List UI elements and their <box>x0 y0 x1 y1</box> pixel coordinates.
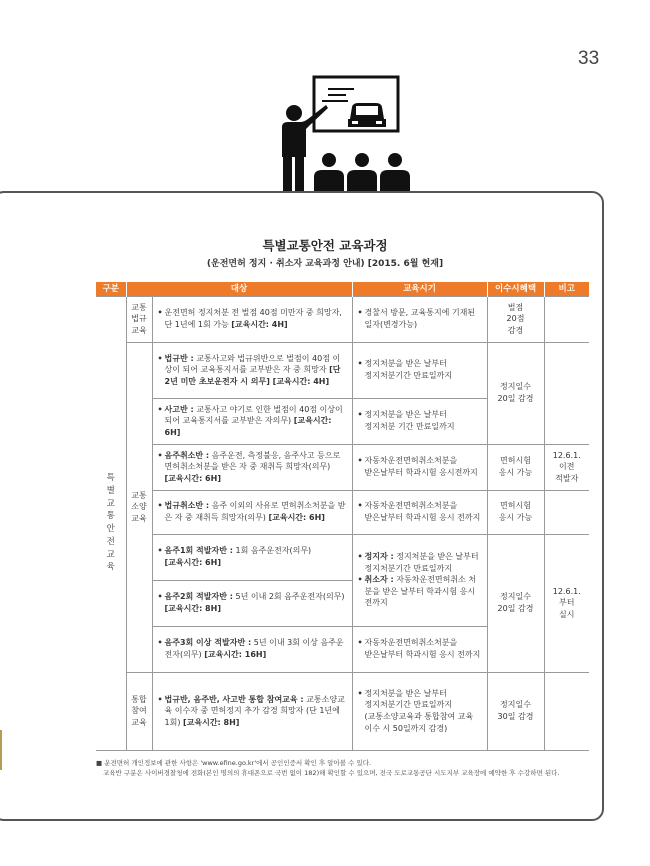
benefit-cell <box>487 672 544 750</box>
benefit-cell <box>487 490 544 534</box>
target-text: 교통사고와 법규위반으로 벌점이 40점 이상이 되어 교육통지서를 교부받은 자 중 희망자 <box>164 353 341 375</box>
education-hours: [교육시간: 6H] <box>164 416 332 437</box>
category-special-education <box>96 296 126 750</box>
target-text: 5년 이내 2회 음주운전자(의무) <box>232 592 345 602</box>
audience-icon <box>314 153 410 195</box>
header-target: 대상 <box>126 282 352 296</box>
benefit-text: 정지일수 20일 감경 <box>497 382 534 403</box>
note-cell <box>544 490 589 534</box>
subcategory-label: 통합 참여 교육 <box>131 694 147 727</box>
benefit-cell <box>487 534 544 672</box>
benefit-cell <box>487 342 544 444</box>
target-text: 교통소양교육 이수자 중 면허정지 추가 감경 희망자 (단 1년에 1회) <box>164 694 345 727</box>
page-number: 33 <box>578 48 600 69</box>
category-label: 특 별 교 통 안 전 교 육 <box>106 473 115 573</box>
period-label: 취소자 : <box>364 575 394 585</box>
table-row <box>96 444 589 490</box>
period-cell <box>352 296 487 342</box>
benefit-cell <box>487 296 544 342</box>
target-text: 5년 이내 3회 이상 음주운전자(의무) <box>164 638 344 659</box>
education-course-table <box>96 282 589 751</box>
period-cell <box>352 398 487 444</box>
target-condition: [단 2년 미만 초보운전자 시 의무] <box>164 365 341 386</box>
table-row <box>96 296 589 342</box>
class-name: 법규반 : <box>164 353 194 363</box>
subcategory-label: 교통 법규 교육 <box>131 302 147 335</box>
target-cell <box>152 398 352 444</box>
benefit-text: 정지일수 20일 감경 <box>497 592 534 613</box>
class-name: 사고반 : <box>164 404 194 414</box>
table-title: 특별교통안전 교육과정 <box>262 238 388 253</box>
footnote-line: 교육반 구분은 사이버경찰청에 전화(본인 명의의 휴대폰으로 국번 없이 182)해 확인할 수 있으며, 전국 도로교통공단 시도지부 교육장에 예약한 후 수강하면 된다. <box>103 769 560 778</box>
period-cell <box>352 534 487 626</box>
period-text: • 자동차운전면허취소처분을 받은날부터 학과시험 응시전까지 <box>357 455 483 478</box>
table-row <box>96 490 589 534</box>
period-cell <box>352 342 487 398</box>
period-label: 정지자 : <box>364 552 394 562</box>
header-benefit: 이수시혜택 <box>487 282 544 296</box>
education-hours: [교육시간: 6H] <box>164 558 221 567</box>
period-cell <box>352 672 487 750</box>
table-header-row <box>96 282 589 296</box>
table-row <box>96 342 589 398</box>
benefit-text: 정지일수 30일 감경 <box>497 700 534 721</box>
period-text: • 자동차운전면허취소처분을 받은날부터 학과시험 응시 전까지 <box>357 637 483 660</box>
target-cell <box>152 342 352 398</box>
note-text: 12.6.1. 부터 실시 <box>552 586 581 619</box>
table-subtitle: (운전면허 정지 · 취소자 교육과정 안내) [2015. 6월 현재] <box>206 259 444 269</box>
table-row <box>96 534 589 580</box>
period-text: 정지처분을 받은 날부터 정지처분기간 만료일까지 <box>364 552 479 573</box>
benefit-cell <box>487 444 544 490</box>
class-name: 음주1회 적발자반 : <box>164 546 233 556</box>
note-text: 12.6.1. 이전 적발자 <box>552 450 581 483</box>
education-hours: [교육시간: 16H] <box>204 650 267 659</box>
period-cell <box>352 490 487 534</box>
footnote <box>96 758 596 779</box>
subcategory-law <box>126 296 152 342</box>
education-hours: [교육시간: 4H] <box>269 376 330 386</box>
table-row <box>96 672 589 750</box>
target-cell <box>152 672 352 750</box>
education-hours: [교육시간: 6H] <box>164 473 221 483</box>
period-text: • 정지처분을 받은 날부터 정지처분기간 만료일까지 (교통소양교육과 통합참여 교육 이수 시 50일까지 감경) <box>357 688 483 734</box>
education-hours: [교육시간: 8H] <box>182 717 240 727</box>
target-text: 교통사고 야기로 인한 벌점이 40점 이상이 되어 교육통지서를 교부받은 자의무) <box>164 404 343 426</box>
target-cell <box>152 580 352 626</box>
period-cell <box>352 626 487 672</box>
class-name: 음주3회 이상 적발자반 : <box>164 638 252 648</box>
period-cell <box>352 444 487 490</box>
target-cell <box>152 296 352 342</box>
subcategory-integrated <box>126 672 152 750</box>
target-text: 음주운전, 측정불응, 음주사고 등으로 면허취소처분을 받은 자 중 재취득 희망자(의무) <box>164 450 341 472</box>
class-name: 법규취소반 : <box>164 501 210 511</box>
benefit-text: 면허시험 응시 가능 <box>498 501 533 522</box>
header-note: 비고 <box>544 282 589 296</box>
class-name: 음주취소반 : <box>164 450 210 460</box>
education-hours: [교육시간: 4H] <box>231 320 288 329</box>
driving-lecture-illustration <box>268 75 418 195</box>
period-text: • 정지처분을 받은 날부터 정지처분기간 만료일까지 <box>357 358 483 381</box>
target-cell <box>152 626 352 672</box>
education-hours: [교육시간: 8H] <box>164 604 221 613</box>
education-hours: [교육시간: 6H] <box>268 513 325 522</box>
class-name: 법규반, 음주반, 사고반 통합 참여교육 : <box>164 694 304 704</box>
period-text: • 정지처분을 받은 날부터 정지처분 기간 만료일까지 <box>357 409 483 432</box>
target-cell <box>152 444 352 490</box>
header-category: 구분 <box>96 282 126 296</box>
note-cell <box>544 444 589 490</box>
class-name: 음주2회 적발자반 : <box>164 592 233 602</box>
subcategory-label: 교통 소양 교육 <box>131 490 147 523</box>
period-text: • 자동차운전면허취소처분을 받은날부터 학과시험 응시 전까지 <box>357 500 483 523</box>
period-text: 자동차운전면허취소 처분을 받은 날부터 학과시험 응시전까지 <box>364 575 477 608</box>
target-cell <box>152 490 352 534</box>
benefit-text: 벌점 20점 감경 <box>506 302 525 335</box>
period-text: • 경찰서 방문, 교육통지에 기재된 일자(변경가능) <box>357 307 483 330</box>
target-text: 운전면허 정지처분 전 벌점 40점 미만자 중 희망자, 단 1년에 1회 가능 <box>164 308 342 329</box>
header-period: 교육시기 <box>352 282 487 296</box>
benefit-text: 면허시험 응시 가능 <box>498 456 533 477</box>
subcategory-safety <box>126 342 152 672</box>
target-text: 1회 음주운전자(의무) <box>232 546 312 556</box>
footnote-line: ■ 운전면허 개인정보에 관한 사항은 'www.efine.go.kr'에서 공인인증서 확인 후 알아볼 수 있다. <box>96 759 372 767</box>
note-cell <box>544 534 589 672</box>
note-cell <box>544 672 589 750</box>
board-icon <box>314 77 398 131</box>
note-cell <box>544 296 589 342</box>
side-tab <box>0 730 2 770</box>
target-cell <box>152 534 352 580</box>
note-cell <box>544 342 589 444</box>
target-text: 음주 이외의 사유로 면허취소처분을 받은 자 중 재취득 희망자(의무) <box>164 501 346 522</box>
